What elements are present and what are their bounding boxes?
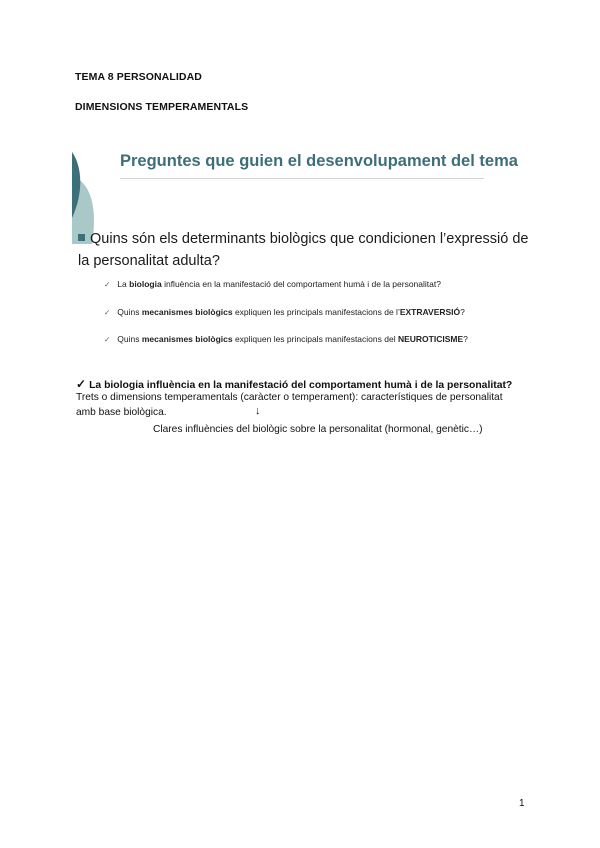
check-icon: ✓: [76, 377, 87, 391]
body-line-3: Clares influències del biològic sobre la personalitat (hormonal, genètic…): [153, 424, 483, 435]
sub-question-text: ?: [463, 334, 468, 344]
slide-title: Preguntes que guien el desenvolupament del tema: [120, 152, 518, 170]
square-bullet-icon: [78, 234, 85, 241]
sub-question-bold: mecanismes biològics: [141, 307, 233, 317]
check-icon: ✓: [104, 308, 111, 317]
sub-question-bold: biologia: [129, 279, 162, 289]
sub-question-extraversio: [104, 307, 465, 317]
page-number: 1: [519, 798, 525, 809]
sub-question-text: La: [117, 279, 130, 289]
sub-question-text: expliquen les principals manifestacions de l’: [232, 307, 400, 317]
check-icon: ✓: [104, 335, 111, 344]
sub-question-bold: mecanismes biològics: [141, 334, 233, 344]
sub-question-text: Quins: [117, 307, 142, 317]
slide-image: [72, 146, 532, 356]
sub-question-text: Quins: [117, 334, 142, 344]
check-icon: ✓: [104, 280, 111, 289]
main-question-text: Quins són els determinants biològics que condicionen l’expressió de la personalitat adulta?: [78, 231, 529, 269]
arrow-down-icon: ↓: [255, 405, 261, 417]
heading-tema: TEMA 8 PERSONALIDAD: [75, 71, 202, 83]
sub-question-text: ?: [460, 307, 465, 317]
sub-question-bold: NEUROTICISME: [397, 334, 464, 344]
slide-divider: [120, 178, 484, 179]
sub-question-neuroticisme: [104, 334, 468, 344]
body-line-2: amb base biològica.: [76, 407, 167, 418]
slide-main-question: [78, 228, 538, 272]
heading-dimensions: DIMENSIONS TEMPERAMENTALS: [75, 101, 249, 113]
section-question: [76, 377, 512, 391]
sub-question-bold: EXTRAVERSIÓ: [399, 307, 461, 317]
sub-question-text: expliquen les principals manifestacions del: [232, 334, 398, 344]
sub-question-biologia: [104, 279, 441, 289]
body-line-1: Trets o dimensions temperamentals (caràcter o temperament): característiques de personalitat: [76, 392, 503, 403]
sub-question-text: influència en la manifestació del comportament humà i de la personalitat?: [161, 279, 441, 289]
section-question-text: La biologia influència en la manifestació del comportament humà i de la personalitat?: [89, 380, 513, 391]
